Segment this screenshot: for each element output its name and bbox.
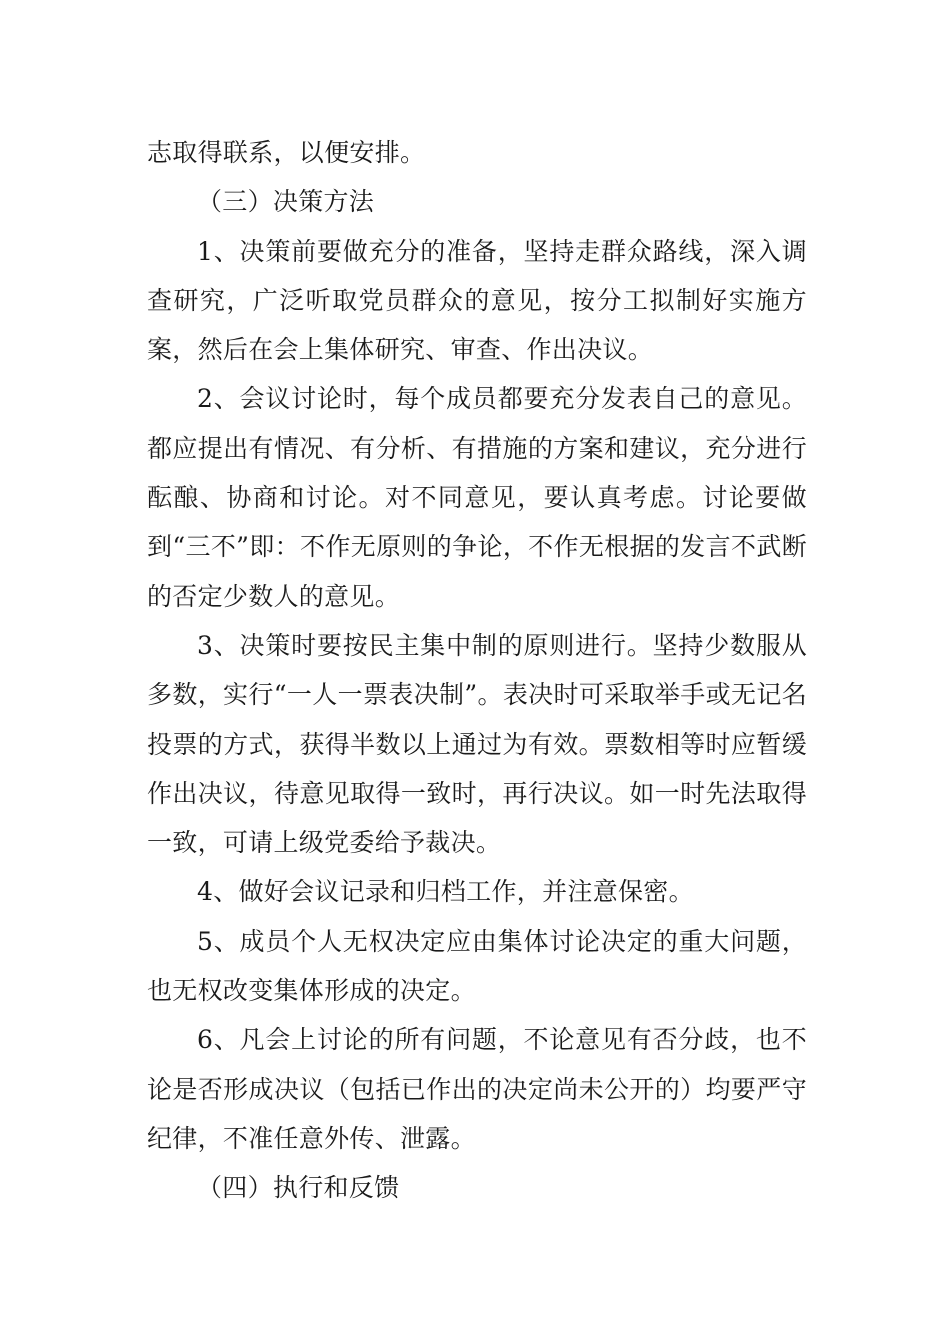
item-1: 1、决策前要做充分的准备，坚持走群众路线，深入调查研究，广泛听取党员群众的意见，按分工拟制好实施方案，然后在会上集体研究、审查、作出决议。 <box>147 236 807 365</box>
continuation-line: 志取得联系，以便安排。 <box>147 138 426 167</box>
section-heading-4: （四）执行和反馈 <box>197 1173 400 1203</box>
item-4: 4、做好会议记录和归档工作，并注意保密。 <box>197 877 694 907</box>
section-heading-3: （三）决策方法 <box>197 187 375 217</box>
item-5: 5、成员个人无权决定应由集体讨论决定的重大问题，也无权改变集体形成的决定。 <box>147 926 807 1006</box>
item-6: 6、凡会上讨论的所有问题，不论意见有否分歧，也不论是否形成决议（包括已作出的决定尚未公开的）均要严守纪律，不准任意外传、泄露。 <box>147 1025 807 1153</box>
item-2: 2、会议讨论时，每个成员都要充分发表自己的意见。都应提出有情况、有分析、有措施的方案和建议，充分进行酝酿、协商和讨论。对不同意见，要认真考虑。讨论要做到“三不”即：不作无原则的争论，不作无根据的发言不武断的否定少数人的意见。 <box>147 384 807 611</box>
document-body <box>147 128 807 1213</box>
item-3: 3、决策时要按民主集中制的原则进行。坚持少数服从多数，实行“一人一票表决制”。表决时可采取举手或无记名投票的方式，获得半数以上通过为有效。票数相等时应暂缓作出决议，待意见取得一致时，再行决议。如一时先法取得一致，可请上级党委给予裁决。 <box>147 630 807 858</box>
